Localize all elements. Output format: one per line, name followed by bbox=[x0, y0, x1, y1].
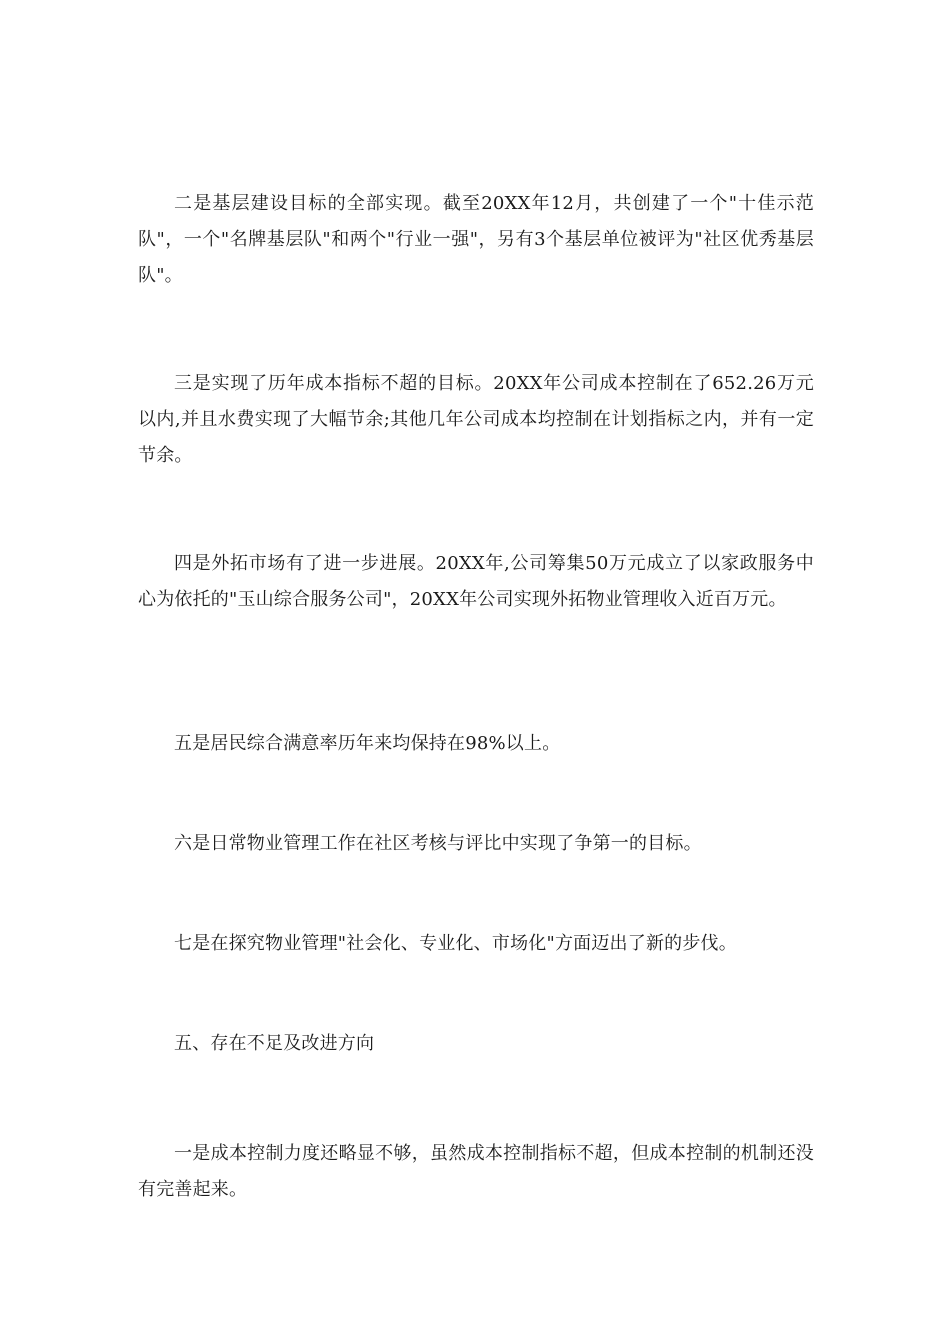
paragraph-daily-management: 六是日常物业管理工作在社区考核与评比中实现了争第一的目标。 bbox=[174, 833, 702, 854]
paragraph-resident-satisfaction: 五是居民综合满意率历年来均保持在98%以上。 bbox=[174, 733, 561, 754]
paragraph-grassroots-construction: 二是基层建设目标的全部实现。截至20XX年12月，共创建了一个"十佳示范队"，一个"名牌基层队"和两个"行业一强"，另有3个基层单位被评为"社区优秀基层队"。 bbox=[138, 193, 814, 286]
paragraph-shortcoming-cost: 一是成本控制力度还略显不够，虽然成本控制指标不超，但成本控制的机制还没有完善起来。 bbox=[138, 1143, 814, 1200]
paragraph-cost-control: 三是实现了历年成本指标不超的目标。20XX年公司成本控制在了652.26万元以内,并且水费实现了大幅节余;其他几年公司成本均控制在计划指标之内，并有一定节余。 bbox=[138, 373, 814, 466]
section-heading-shortcomings: 五、存在不足及改进方向 bbox=[174, 1033, 375, 1054]
paragraph-exploration: 七是在探究物业管理"社会化、专业化、市场化"方面迈出了新的步伐。 bbox=[174, 933, 737, 954]
paragraph-market-expansion: 四是外拓市场有了进一步进展。20XX年,公司筹集50万元成立了以家政服务中心为依托的"玉山综合服务公司"，20XX年公司实现外拓物业管理收入近百万元。 bbox=[138, 553, 814, 610]
